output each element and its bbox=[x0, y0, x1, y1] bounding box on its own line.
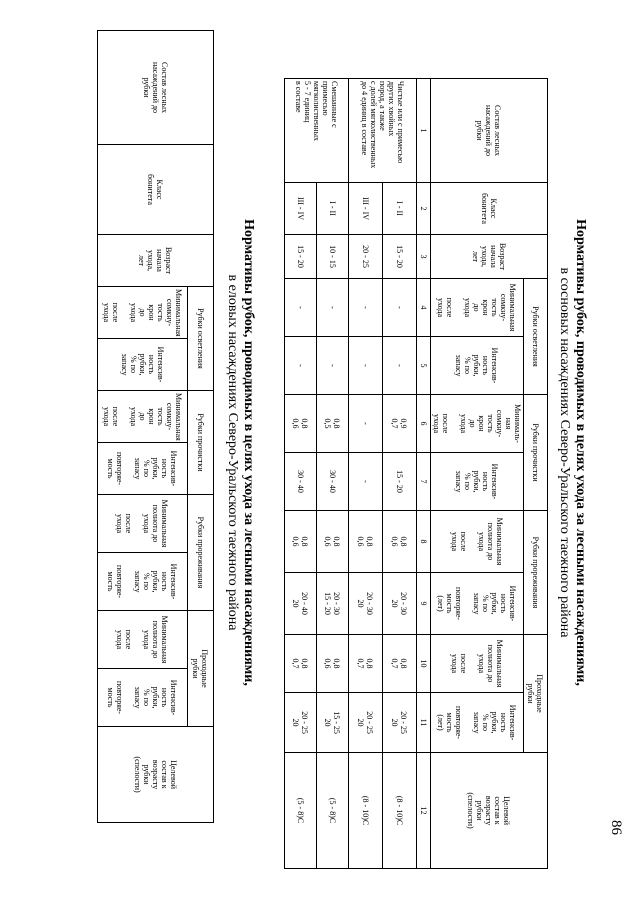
repeat-label: повторяе- мость bbox=[106, 680, 125, 715]
after-care-label: после ухода bbox=[115, 513, 134, 534]
table1-subtitle: в сосновых насаждениях Северо-Уральского таежного района bbox=[557, 267, 572, 638]
min-fullness-label: Минимальная полнота до ухода bbox=[477, 517, 504, 566]
table2-header-prorezhivanie-min bbox=[98, 495, 188, 553]
table-cell: 20 - 30 20 bbox=[349, 573, 383, 635]
table-cell: 0,8 0,5 bbox=[317, 395, 349, 453]
table1-header-age: Возраст начала ухода, лет bbox=[431, 235, 548, 279]
intensity-label: Интенсив- ность рубки, % по запасу bbox=[472, 704, 518, 741]
table1-header-prokhodnye-intensity bbox=[431, 693, 524, 753]
min-density-label: Минимальная сомкну- тость крон до ухода bbox=[129, 393, 183, 441]
table2-header-target: Целевой состав к возрасту рубки (спелости) bbox=[98, 727, 214, 823]
intensity-label: Интенсив- ность рубки, % по запасу bbox=[472, 585, 518, 622]
table1-header-thinning-min bbox=[431, 395, 524, 453]
page-number: 86 bbox=[608, 820, 624, 835]
table-cell: 20 - 25 20 bbox=[383, 693, 417, 753]
column-number: 5 bbox=[417, 337, 431, 395]
table1-header-clearing: Рубки осветления bbox=[524, 279, 548, 395]
table-cell: 15 - 20 bbox=[383, 235, 417, 279]
table-cell: 10 - 15 bbox=[317, 235, 349, 279]
table2-header-thinning-intensity bbox=[98, 443, 188, 495]
column-number: 11 bbox=[417, 693, 431, 753]
table-cell: 0,8 0,7 bbox=[285, 635, 317, 693]
table-cell: 20 - 30 15 - 20 bbox=[317, 573, 349, 635]
table-row bbox=[285, 79, 317, 869]
table2-header-clearing-min bbox=[98, 287, 188, 339]
table-cell: 20 - 25 20 bbox=[285, 693, 317, 753]
table2-header-thinning-min bbox=[98, 391, 188, 443]
min-fullness-label: Минимальная полнота до ухода bbox=[477, 639, 504, 688]
repeat-label: повторяе- мость (лет) bbox=[436, 705, 464, 740]
table2-header-bonitet: Класс бонитета bbox=[98, 145, 214, 235]
table1-header-prorezhivanie-intensity bbox=[431, 573, 524, 635]
table1-title: Нормативы рубок, проводимых в целях ухода за лесными насаждениями, bbox=[573, 219, 588, 686]
column-number: 4 bbox=[417, 279, 431, 337]
table1-header-thinning-intensity: Интенсив- ность рубки, % по запасу bbox=[431, 453, 524, 511]
table-row bbox=[383, 79, 417, 869]
table-cell: III - IV bbox=[285, 183, 317, 235]
repeat-label: повторяе- мость bbox=[106, 564, 125, 599]
intensity-label: Интенсив- ность рубки, % по запасу bbox=[133, 450, 179, 487]
table-cell: 0,8 0,7 bbox=[383, 635, 417, 693]
table-cell: 15 - 25 20 bbox=[317, 693, 349, 753]
table-cell: 20 - 25 20 bbox=[349, 693, 383, 753]
table1-header-prokhodnye: Проходные рубки bbox=[524, 635, 548, 753]
min-fullness-label: Минимальная полнота до ухода bbox=[142, 615, 170, 664]
table1 bbox=[284, 78, 548, 869]
table1-header-thinning: Рубки прочистки bbox=[524, 395, 548, 511]
table-cell: (5 - 8)С bbox=[285, 753, 317, 869]
repeat-label: повторяе- мость bbox=[106, 451, 125, 486]
table2 bbox=[97, 30, 214, 823]
table-cell: III - IV bbox=[349, 183, 383, 235]
table1-column-numbers bbox=[417, 79, 431, 869]
min-density-label: Минимальная сомкну- тость крон до ухода bbox=[129, 289, 183, 337]
table-row bbox=[349, 79, 383, 869]
table2-subtitle: в еловых насаждениях Северо-Уральского таежного района bbox=[225, 274, 240, 631]
column-number: 6 bbox=[417, 395, 431, 453]
table-cell: 15 - 20 bbox=[383, 453, 417, 511]
table-cell: - bbox=[317, 337, 349, 395]
table-cell: - bbox=[349, 395, 383, 453]
intensity-label: Интенсив- ность рубки, % по запасу bbox=[133, 563, 179, 600]
table-cell: 0,8 0,6 bbox=[383, 511, 417, 573]
repeat-label: повторяе- мость (лет) bbox=[436, 586, 464, 621]
table-cell: 0,8 0,7 bbox=[349, 635, 383, 693]
after-care-label: после ухода bbox=[102, 406, 120, 427]
table-cell: - bbox=[349, 337, 383, 395]
after-care-label: после ухода bbox=[450, 653, 468, 674]
after-care-label: после ухода bbox=[102, 302, 120, 323]
table-cell: (8 - 10)С bbox=[349, 753, 383, 869]
min-density-label: Минималь- ная сомкну- тость крон до ухода bbox=[459, 404, 522, 443]
table2-header-age: Возраст начала ухода, лет bbox=[98, 235, 214, 287]
column-number: 9 bbox=[417, 573, 431, 635]
table-cell: - bbox=[383, 337, 417, 395]
table-cell: 30 - 40 bbox=[317, 453, 349, 511]
table-cell: (8 - 10)С bbox=[383, 753, 417, 869]
min-density-label: Минимальная сомкну- тость крон до ухода bbox=[463, 283, 518, 332]
table-cell: 20 - 30 20 bbox=[383, 573, 417, 635]
table-cell: 0,8 0,6 bbox=[285, 511, 317, 573]
table1-header-clearing-intensity: Интенсив- ность рубки, % по запасу bbox=[431, 337, 524, 395]
table-cell: 20 - 40 20 bbox=[285, 573, 317, 635]
table-cell: - bbox=[285, 279, 317, 337]
column-number: 8 bbox=[417, 511, 431, 573]
table1-header-composition: Состав лесных насаждений до рубки bbox=[431, 79, 548, 183]
table1-header-prorezhivanie-min bbox=[431, 511, 524, 573]
column-number: 2 bbox=[417, 183, 431, 235]
table-cell: I - II bbox=[383, 183, 417, 235]
table-row bbox=[317, 79, 349, 869]
row-composition: Смешанные с примесью мягколиственных 5 - 7 единиц в составе bbox=[285, 79, 349, 183]
table2-header-prorezhivanie-intensity bbox=[98, 553, 188, 611]
table2-header-composition: Состав лесных насаждений до рубки bbox=[98, 31, 214, 145]
table-cell: - bbox=[383, 279, 417, 337]
table-cell: 0,8 0,6 bbox=[349, 511, 383, 573]
table-cell: - bbox=[349, 453, 383, 511]
column-number: 1 bbox=[417, 79, 431, 183]
table-cell: 20 - 25 bbox=[349, 235, 383, 279]
table2-title: Нормативы рубок, проводимых в целях ухода за лесными насаждениями, bbox=[241, 219, 256, 686]
table-cell: 0,8 0,6 bbox=[317, 635, 349, 693]
table2-header-prokhodnye-intensity bbox=[98, 669, 188, 727]
after-care-label: после ухода bbox=[115, 629, 134, 650]
table2-header-clearing-intensity: Интенсив- ность рубки, % по запасу bbox=[98, 339, 188, 391]
after-care-label: после ухода bbox=[450, 531, 468, 552]
table2-header-thinning: Рубки прочистки bbox=[188, 391, 214, 495]
table-cell: - bbox=[285, 337, 317, 395]
table-cell: (5 - 8)С bbox=[317, 753, 349, 869]
column-number: 7 bbox=[417, 453, 431, 511]
column-number: 12 bbox=[417, 753, 431, 869]
table-cell: 0,8 0,6 bbox=[317, 511, 349, 573]
table-cell: 15 - 20 bbox=[285, 235, 317, 279]
table1-header-clearing-min bbox=[431, 279, 524, 337]
column-number: 10 bbox=[417, 635, 431, 693]
table-cell: I - II bbox=[317, 183, 349, 235]
table-cell: - bbox=[317, 279, 349, 337]
row-composition: Чистые или с примесью других хвойных пород, а также с долей мягколиственных до 4 единиц в составе bbox=[349, 79, 417, 183]
table-cell: - bbox=[349, 279, 383, 337]
table-cell: 0,9 0,7 bbox=[383, 395, 417, 453]
table-cell: 0,8 0,6 bbox=[285, 395, 317, 453]
table1-header-prorezhivanie: Рубки прореживания bbox=[524, 511, 548, 635]
after-care-label: после ухода bbox=[436, 297, 455, 318]
table1-header-prokhodnye-min bbox=[431, 635, 524, 693]
column-number: 3 bbox=[417, 235, 431, 279]
intensity-label: Интенсив- ность рубки, % по запасу bbox=[133, 679, 179, 716]
table2-header-clearing: Рубки осветления bbox=[188, 287, 214, 391]
table1-header-bonitet: Класс бонитета bbox=[431, 183, 548, 235]
after-care-label: после ухода bbox=[432, 413, 450, 434]
table2-header-prokhodnye-min bbox=[98, 611, 188, 669]
table2-header-prorezhivanie: Рубки прореживания bbox=[188, 495, 214, 611]
min-fullness-label: Минимальная полнота до ухода bbox=[142, 499, 170, 548]
table1-header-target: Целевой состав к возрасту рубки (спелости) bbox=[431, 753, 548, 869]
table2-header-prokhodnye: Проходные рубки bbox=[188, 611, 214, 727]
table-cell: 30 - 40 bbox=[285, 453, 317, 511]
